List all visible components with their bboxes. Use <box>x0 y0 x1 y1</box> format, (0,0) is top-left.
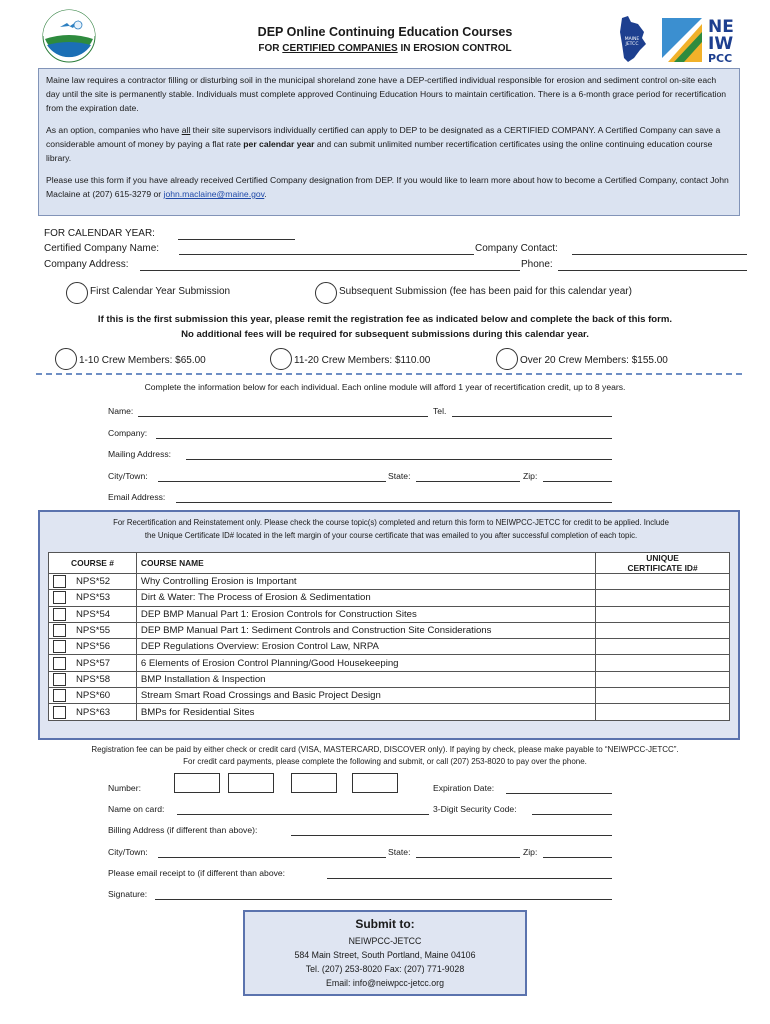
billing-address-field[interactable] <box>291 835 612 836</box>
col-cert-id: UNIQUE CERTIFICATE ID# <box>596 553 730 574</box>
subsequent-submission-label: Subsequent Submission (fee has been paid for this calendar year) <box>339 286 632 297</box>
cert-id-field[interactable] <box>596 590 730 606</box>
course-number: NPS*56 <box>76 641 111 653</box>
neiwpcc-logo <box>660 14 750 66</box>
billing-state-field[interactable] <box>416 857 520 858</box>
course-row <box>49 655 730 671</box>
ind-mailing-field[interactable] <box>186 459 612 460</box>
fee-11-20-radio[interactable] <box>270 348 292 370</box>
card-number-box-1[interactable] <box>174 773 220 793</box>
course-checkbox[interactable] <box>53 608 66 621</box>
cert-id-field[interactable] <box>596 655 730 671</box>
course-name: Why Controlling Erosion is Important <box>136 574 595 590</box>
svg-text:MAINE: MAINE <box>624 37 640 42</box>
ind-zip-label: Zip: <box>523 471 538 481</box>
calendar-year-field[interactable] <box>178 239 295 240</box>
course-box <box>38 510 740 740</box>
submit-to-box <box>243 910 527 996</box>
billing-city-label: City/Town: <box>108 847 148 857</box>
svg-text:NE: NE <box>708 17 734 37</box>
course-row <box>49 622 730 638</box>
ind-mailing-label: Mailing Address: <box>108 449 172 459</box>
fee-11-20-label: 11-20 Crew Members: $110.00 <box>294 355 431 366</box>
ind-city-label: City/Town: <box>108 471 148 481</box>
course-name: DEP Regulations Overview: Erosion Control Law, NRPA <box>136 639 595 655</box>
ind-state-field[interactable] <box>416 481 520 482</box>
fee-over-20-label: Over 20 Crew Members: $155.00 <box>520 355 668 366</box>
billing-city-field[interactable] <box>158 857 386 858</box>
cert-id-field[interactable] <box>596 671 730 687</box>
svg-text:JETCC: JETCC <box>625 42 639 47</box>
course-name: DEP BMP Manual Part 1: Sediment Controls and Construction Site Considerations <box>136 622 595 638</box>
col-course-name: COURSE NAME <box>136 553 595 574</box>
email-receipt-label: Please email receipt to (if different than above: <box>108 868 286 878</box>
intro-box <box>38 68 740 216</box>
individual-note: Complete the information below for each individual. Each online module will afford 1 year of recertification credit, up to 8 years. <box>144 382 626 392</box>
ind-state-label: State: <box>388 471 411 481</box>
company-contact-field[interactable] <box>572 254 747 255</box>
course-checkbox[interactable] <box>53 673 66 686</box>
course-name: Dirt & Water: The Process of Erosion & Sedimentation <box>136 590 595 606</box>
payment-note-line-2: For credit card payments, please complete the following and submit, or call (207) 253-8020 to pay over the phone. <box>183 757 587 766</box>
calendar-year-label: FOR CALENDAR YEAR: <box>44 228 155 239</box>
cert-id-field[interactable] <box>596 639 730 655</box>
ind-email-label: Email Address: <box>108 492 166 502</box>
course-table <box>48 552 730 721</box>
course-number: NPS*57 <box>76 657 111 669</box>
submit-org: NEIWPCC-JETCC <box>348 936 422 946</box>
course-row <box>49 688 730 704</box>
page-title: DEP Online Continuing Education Courses <box>257 25 513 39</box>
intro-paragraph-2: As an option, companies who have all their site supervisors individually certified can apply to DEP to be designated as a CERTIFIED COMPANY. A Certified Company can save a considerable amount of money by paying a flat rate per calendar year and can submit unlimited number recertification certificates using the online continuing education course library. <box>46 125 721 163</box>
course-number: NPS*63 <box>76 706 111 718</box>
course-checkbox[interactable] <box>53 640 66 653</box>
ind-company-field[interactable] <box>156 438 612 439</box>
cert-id-field[interactable] <box>596 574 730 590</box>
course-number: NPS*54 <box>76 608 111 620</box>
fee-note-line-1: If this is the first submission this year, please remit the registration fee as indicated below and complete the back of this form. <box>97 314 673 325</box>
company-address-field[interactable] <box>140 270 520 271</box>
ind-name-field[interactable] <box>138 416 428 417</box>
fee-1-10-radio[interactable] <box>55 348 77 370</box>
course-name: 6 Elements of Erosion Control Planning/Good Housekeeping <box>136 655 595 671</box>
course-checkbox[interactable] <box>53 591 66 604</box>
course-checkbox[interactable] <box>53 657 66 670</box>
fee-1-10-label: 1-10 Crew Members: $65.00 <box>79 355 206 366</box>
expiration-label: Expiration Date: <box>433 783 495 793</box>
first-submission-radio[interactable] <box>66 282 88 304</box>
cert-id-field[interactable] <box>596 606 730 622</box>
cert-id-field[interactable] <box>596 704 730 720</box>
intro-paragraph-3: Please use this form if you have already received Certified Company designation from DEP. If you would like to learn more about how to become a Certified Company, contact John Maclaine at (207) 615-3279 or john.maclaine@maine.gov. <box>46 175 729 199</box>
cert-id-field[interactable] <box>596 688 730 704</box>
signature-label: Signature: <box>108 889 148 899</box>
submit-email: Email: info@neiwpcc-jetcc.org <box>326 978 444 988</box>
phone-field[interactable] <box>558 270 747 271</box>
name-on-card-field[interactable] <box>177 814 429 815</box>
course-row <box>49 590 730 606</box>
col-course-num: COURSE # <box>49 553 137 574</box>
course-number: NPS*53 <box>76 592 111 604</box>
security-code-label: 3-Digit Security Code: <box>433 804 517 814</box>
company-address-label: Company Address: <box>44 259 129 270</box>
signature-field[interactable] <box>155 899 612 900</box>
company-contact-label: Company Contact: <box>475 243 558 254</box>
page-subtitle: FOR CERTIFIED COMPANIES IN EROSION CONTROL <box>258 43 512 54</box>
billing-zip-field[interactable] <box>543 857 612 858</box>
cert-id-field[interactable] <box>596 622 730 638</box>
submit-phone: Tel. (207) 253-8020 Fax: (207) 771-9028 <box>305 964 465 974</box>
payment-note-line-1: Registration fee can be paid by either check or credit card (VISA, MASTERCARD, DISCOVER only). If paying by check, please make payable to “NEIWPCC-JETCC”. <box>91 745 679 754</box>
submit-address: 584 Main Street, South Portland, Maine 04106 <box>294 950 476 960</box>
course-number: NPS*58 <box>76 673 111 685</box>
course-name: BMP Installation & Inspection <box>136 671 595 687</box>
email-link[interactable]: john.maclaine@maine.gov <box>163 189 265 199</box>
course-number: NPS*60 <box>76 690 111 702</box>
cut-line-divider <box>36 373 742 375</box>
fee-over-20-radio[interactable] <box>496 348 518 370</box>
course-checkbox[interactable] <box>53 689 66 702</box>
course-row <box>49 639 730 655</box>
ind-email-field[interactable] <box>176 502 612 503</box>
subsequent-submission-radio[interactable] <box>315 282 337 304</box>
fee-note-line-2: No additional fees will be required for subsequent submissions during this calendar year. <box>181 329 589 340</box>
intro-paragraph-1: Maine law requires a contractor filling or disturbing soil in the municipal shoreland zone have a DEP-certified individual responsible for erosion and sediment control on-site each day until the site is permanently stable. Individuals must complete approved Continuing Education Hours to maintain certification. There is a 6-month grace period for recertification from the expiration date. <box>46 75 727 113</box>
phone-label: Phone: <box>521 259 553 270</box>
course-row <box>49 574 730 590</box>
course-name: BMPs for Residential Sites <box>136 704 595 720</box>
course-row <box>49 704 730 720</box>
course-name: DEP BMP Manual Part 1: Erosion Controls for Construction Sites <box>136 606 595 622</box>
course-number: NPS*52 <box>76 576 111 588</box>
ind-name-label: Name: <box>108 406 134 416</box>
ind-company-label: Company: <box>108 428 148 438</box>
expiration-field[interactable] <box>506 793 612 794</box>
billing-zip-label: Zip: <box>523 847 538 857</box>
ind-tel-field[interactable] <box>452 416 612 417</box>
card-number-box-4[interactable] <box>352 773 398 793</box>
course-name: Stream Smart Road Crossings and Basic Project Design <box>136 688 595 704</box>
name-on-card-label: Name on card: <box>108 804 165 814</box>
course-row <box>49 606 730 622</box>
card-number-box-3[interactable] <box>291 773 337 793</box>
svg-text:PCC: PCC <box>708 52 733 65</box>
course-checkbox[interactable] <box>53 575 66 588</box>
card-number-box-2[interactable] <box>228 773 274 793</box>
course-number: NPS*55 <box>76 625 111 637</box>
ind-zip-field[interactable] <box>543 481 612 482</box>
company-name-label: Certified Company Name: <box>44 243 160 254</box>
course-note: For Recertification and Reinstatement only. Please check the course topic(s) completed and return this form to NEIWPCC-JETCC for credit to be applied. Include the Unique Certificate ID# located in the left margin of your course certificate that was emailed to you after successful completion of each topic. <box>113 518 669 540</box>
course-checkbox[interactable] <box>53 624 66 637</box>
svg-text:IW: IW <box>708 34 734 54</box>
security-code-field[interactable] <box>532 814 612 815</box>
course-checkbox[interactable] <box>53 706 66 719</box>
first-submission-label: First Calendar Year Submission <box>90 286 231 297</box>
maine-state-logo <box>616 14 648 64</box>
billing-state-label: State: <box>388 847 411 857</box>
email-receipt-field[interactable] <box>327 878 612 879</box>
company-name-field[interactable] <box>179 254 474 255</box>
billing-address-label: Billing Address (if different than above): <box>108 825 258 835</box>
course-row <box>49 671 730 687</box>
card-number-label: Number: <box>108 783 141 793</box>
ind-city-field[interactable] <box>158 481 386 482</box>
submit-heading: Submit to: <box>355 917 415 931</box>
ind-tel-label: Tel. <box>433 406 447 416</box>
